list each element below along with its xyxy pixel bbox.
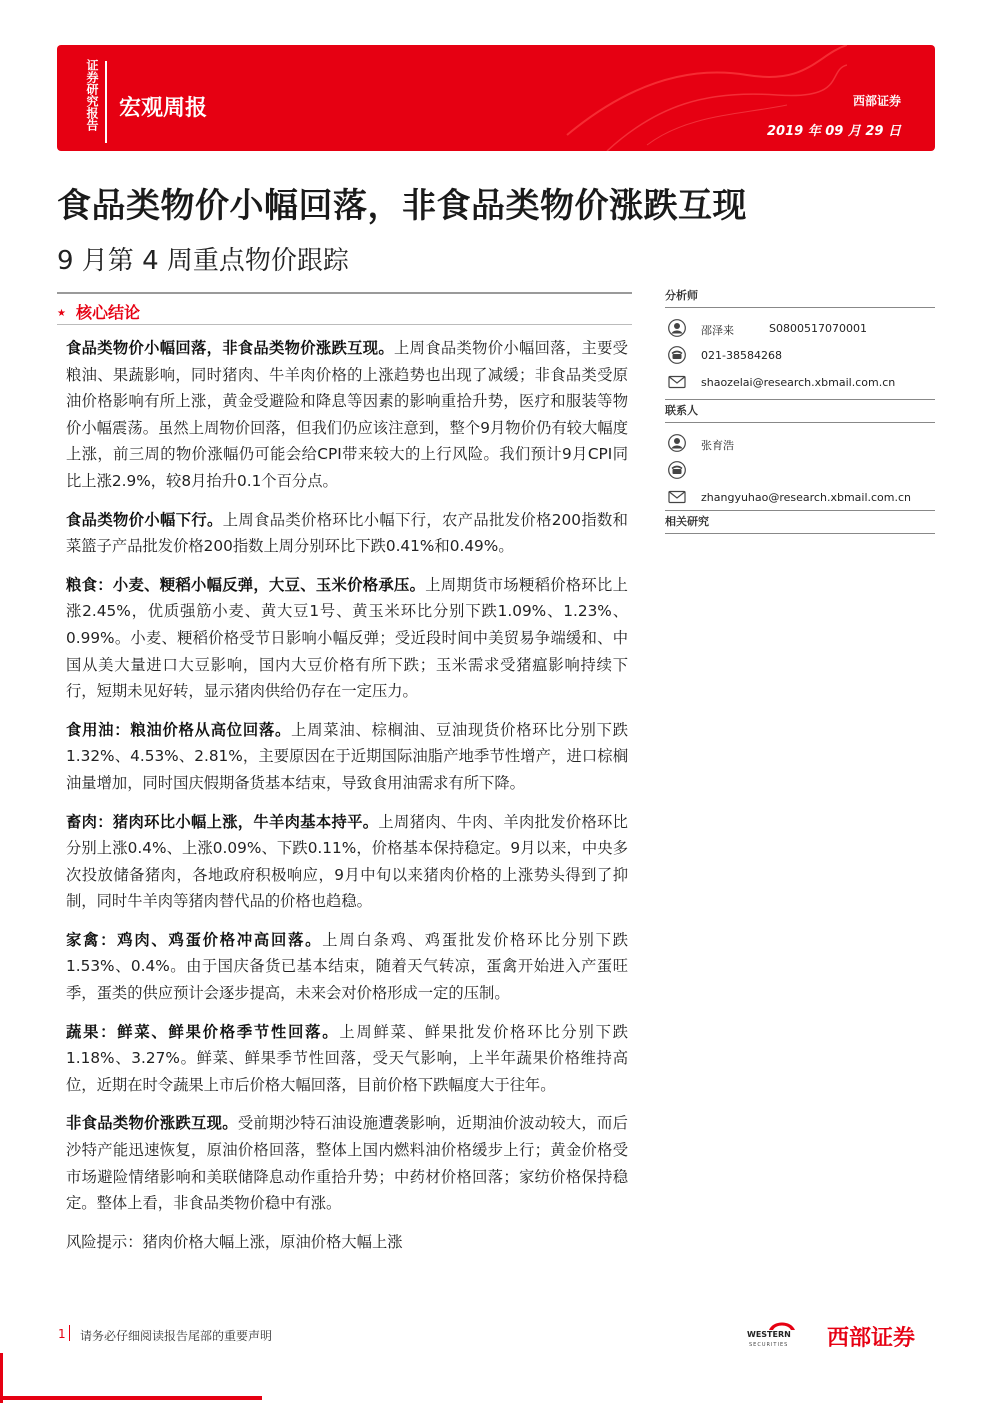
paragraph-body: 受前期沙特石油设施遭袭影响，近期油价波动较大，而后沙特产能迅速恢复，原油价格回落，整体上国内燃料油价格缓步上行；黄金价格受市场避险情绪影响和美联储降息动作重拾升势；中药材价格回落；家纺价格保持稳定。整体上看，非食品类物价稳中有涨。 (66, 1114, 628, 1213)
paragraph (66, 1019, 628, 1099)
analyst-name-row (665, 314, 935, 341)
section-heading (57, 300, 140, 323)
bullet-star-icon: ★ (57, 308, 66, 319)
page-number: 1 (58, 1327, 66, 1341)
footer-logo (747, 1318, 937, 1352)
paragraph (66, 335, 628, 495)
page-title: 食品类物价小幅回落，非食品类物价涨跌互现 (57, 186, 747, 226)
paragraph-lead: 粮食：小麦、粳稻小幅反弹，大豆、玉米价格承压。 (66, 575, 426, 594)
paragraph-lead: 非食品类物价涨跌互现。 (66, 1114, 238, 1133)
footer-divider (69, 1325, 70, 1341)
paragraph (66, 927, 628, 1007)
paragraph-lead: 食品类物价小幅回落，非食品类物价涨跌互现。 (66, 339, 395, 357)
paragraph-body: 上周猪肉、牛肉、羊肉批发价格环比分别上涨0.4%、上涨0.09%、下跌0.11%，价格基本保持稳定。9月以来，中央多次投放储备猪肉，各地政府积极响应，9月中旬以来猪肉价格的上涨势头得到了抑制，同时牛羊肉等猪肉替代品的价格也趋稳。 (66, 812, 628, 911)
contact-name-row (665, 429, 935, 456)
paragraph-lead: 蔬果：鲜菜、鲜果价格季节性回落。 (66, 1022, 340, 1041)
paragraph (66, 572, 628, 705)
analyst-email[interactable]: shaozelai@research.xbmail.com.cn (701, 376, 896, 389)
paragraph (66, 717, 628, 797)
analyst-email-row (665, 368, 935, 395)
paragraph-lead: 食品类物价小幅下行。 (66, 510, 223, 529)
paragraph-lead: 畜肉：猪肉环比小幅上涨，牛羊肉基本持平。 (66, 812, 379, 831)
person-icon (668, 319, 686, 337)
analyst-name: 邵泽来 (701, 324, 734, 337)
paragraph (66, 507, 628, 560)
email-icon (668, 488, 686, 506)
banner-divider (105, 61, 107, 143)
paragraph-lead: 食用油：粮油价格从高位回落。 (66, 720, 292, 739)
page-subtitle: 9 月第 4 周重点物价跟踪 (57, 246, 349, 276)
section-rule-top (57, 292, 632, 294)
phone-icon (668, 461, 686, 479)
analyst-phone-row (665, 341, 935, 368)
brand-name: 西部证券 (852, 94, 901, 108)
paragraph-body: 上周白条鸡、鸡蛋批发价格环比分别下跌1.53%、0.4%。由于国庆备货已基本结束，随着天气转凉，蛋禽开始进入产蛋旺季，蛋类的供应预计会逐步提高，未来会对价格形成一定的压制。 (66, 930, 628, 1003)
logo-en-sub: SECURITIES (749, 1342, 789, 1348)
analyst-label: 分析师 (665, 285, 935, 308)
phone-icon (668, 346, 686, 364)
related-research-label: 相关研究 (665, 510, 935, 534)
analyst-cert: S0800517070001 (769, 322, 867, 335)
contact-name: 张育浩 (701, 439, 734, 452)
report-type: 宏观周报 (119, 96, 208, 121)
main-content (66, 335, 628, 1267)
risk-note: 风险提示：猪肉价格大幅上涨，原油价格大幅上涨 (66, 1232, 403, 1251)
email-icon (668, 373, 686, 391)
paragraph-body: 上周食品类价格环比小幅下行，农产品批发价格200指数和菜篮子产品批发价格200指数上周分别环比下跌0.41%和0.49%。 (66, 510, 628, 556)
paragraph-body: 上周期货市场粳稻价格环比上涨2.45%，优质强筋小麦、黄大豆1号、黄玉米环比分别下跌1.09%、1.23%、0.99%。小麦、粳稻价格受节日影响小幅反弹；受近段时间中美贸易争端缓和、中国从美大量进口大豆影响，国内大豆价格有所下跌；玉米需求受猪瘟影响持续下行，短期未见好转，显示猪肉供给仍存在一定压力。 (66, 575, 628, 701)
report-category: 证券研究报告 (85, 59, 99, 131)
analyst-phone: 021-38584268 (701, 349, 782, 362)
contact-label: 联系人 (665, 399, 935, 423)
paragraph (66, 809, 628, 915)
contact-phone-row (665, 456, 935, 483)
person-icon (668, 434, 686, 452)
sidebar (665, 285, 935, 534)
section-rule-bottom (57, 324, 632, 325)
report-date: 2019 年 09 月 29 日 (767, 124, 901, 139)
paragraph (66, 1110, 628, 1216)
header-banner (57, 45, 935, 151)
paragraph-body: 上周鲜菜、鲜果批发价格环比分别下跌1.18%、3.27%。鲜菜、鲜果季节性回落，受天气影响，上半年蔬果价格维持高位，近期在时令蔬果上市后价格大幅回落，目前价格下跌幅度大于往年。 (66, 1022, 628, 1094)
contact-email[interactable]: zhangyuhao@research.xbmail.com.cn (701, 491, 912, 504)
paragraph-lead: 家禽：鸡肉、鸡蛋价格冲高回落。 (66, 930, 323, 949)
logo-cn: 西部证券 (827, 1326, 916, 1351)
paragraph-body: 上周菜油、棕榈油、豆油现货价格环比分别下跌1.32%、4.53%、2.81%，主要原因在于近期国际油脂产地季节性增产，进口棕榈油量增加，同时国庆假期备货基本结束，导致食用油需求有所下降。 (66, 720, 628, 792)
footer-disclaimer: 请务必仔细阅读报告尾部的重要声明 (80, 1329, 273, 1343)
contact-email-row (665, 483, 935, 510)
paragraph-body: 上周食品类物价小幅回落，主要受粮油、果蔬影响，同时猪肉、牛羊肉价格的上涨趋势也出现了减缓；非食品类受原油价格影响有所上涨，黄金受避险和降息等因素的影响重拾升势，医疗和服装等物价小幅震荡。虽然上周物价回落，但我们仍应该注意到，整个9月物价仍有较大幅度上涨，前三周的物价涨幅仍可能会给CPI带来较大的上行风险。我们预计9月CPI同比上涨2.9%，较8月抬升0.1个百分点。 (66, 339, 628, 490)
section-heading-text: 核心结论 (75, 303, 140, 322)
logo-en: WESTERN (747, 1330, 791, 1339)
corner-decoration (0, 1396, 262, 1400)
